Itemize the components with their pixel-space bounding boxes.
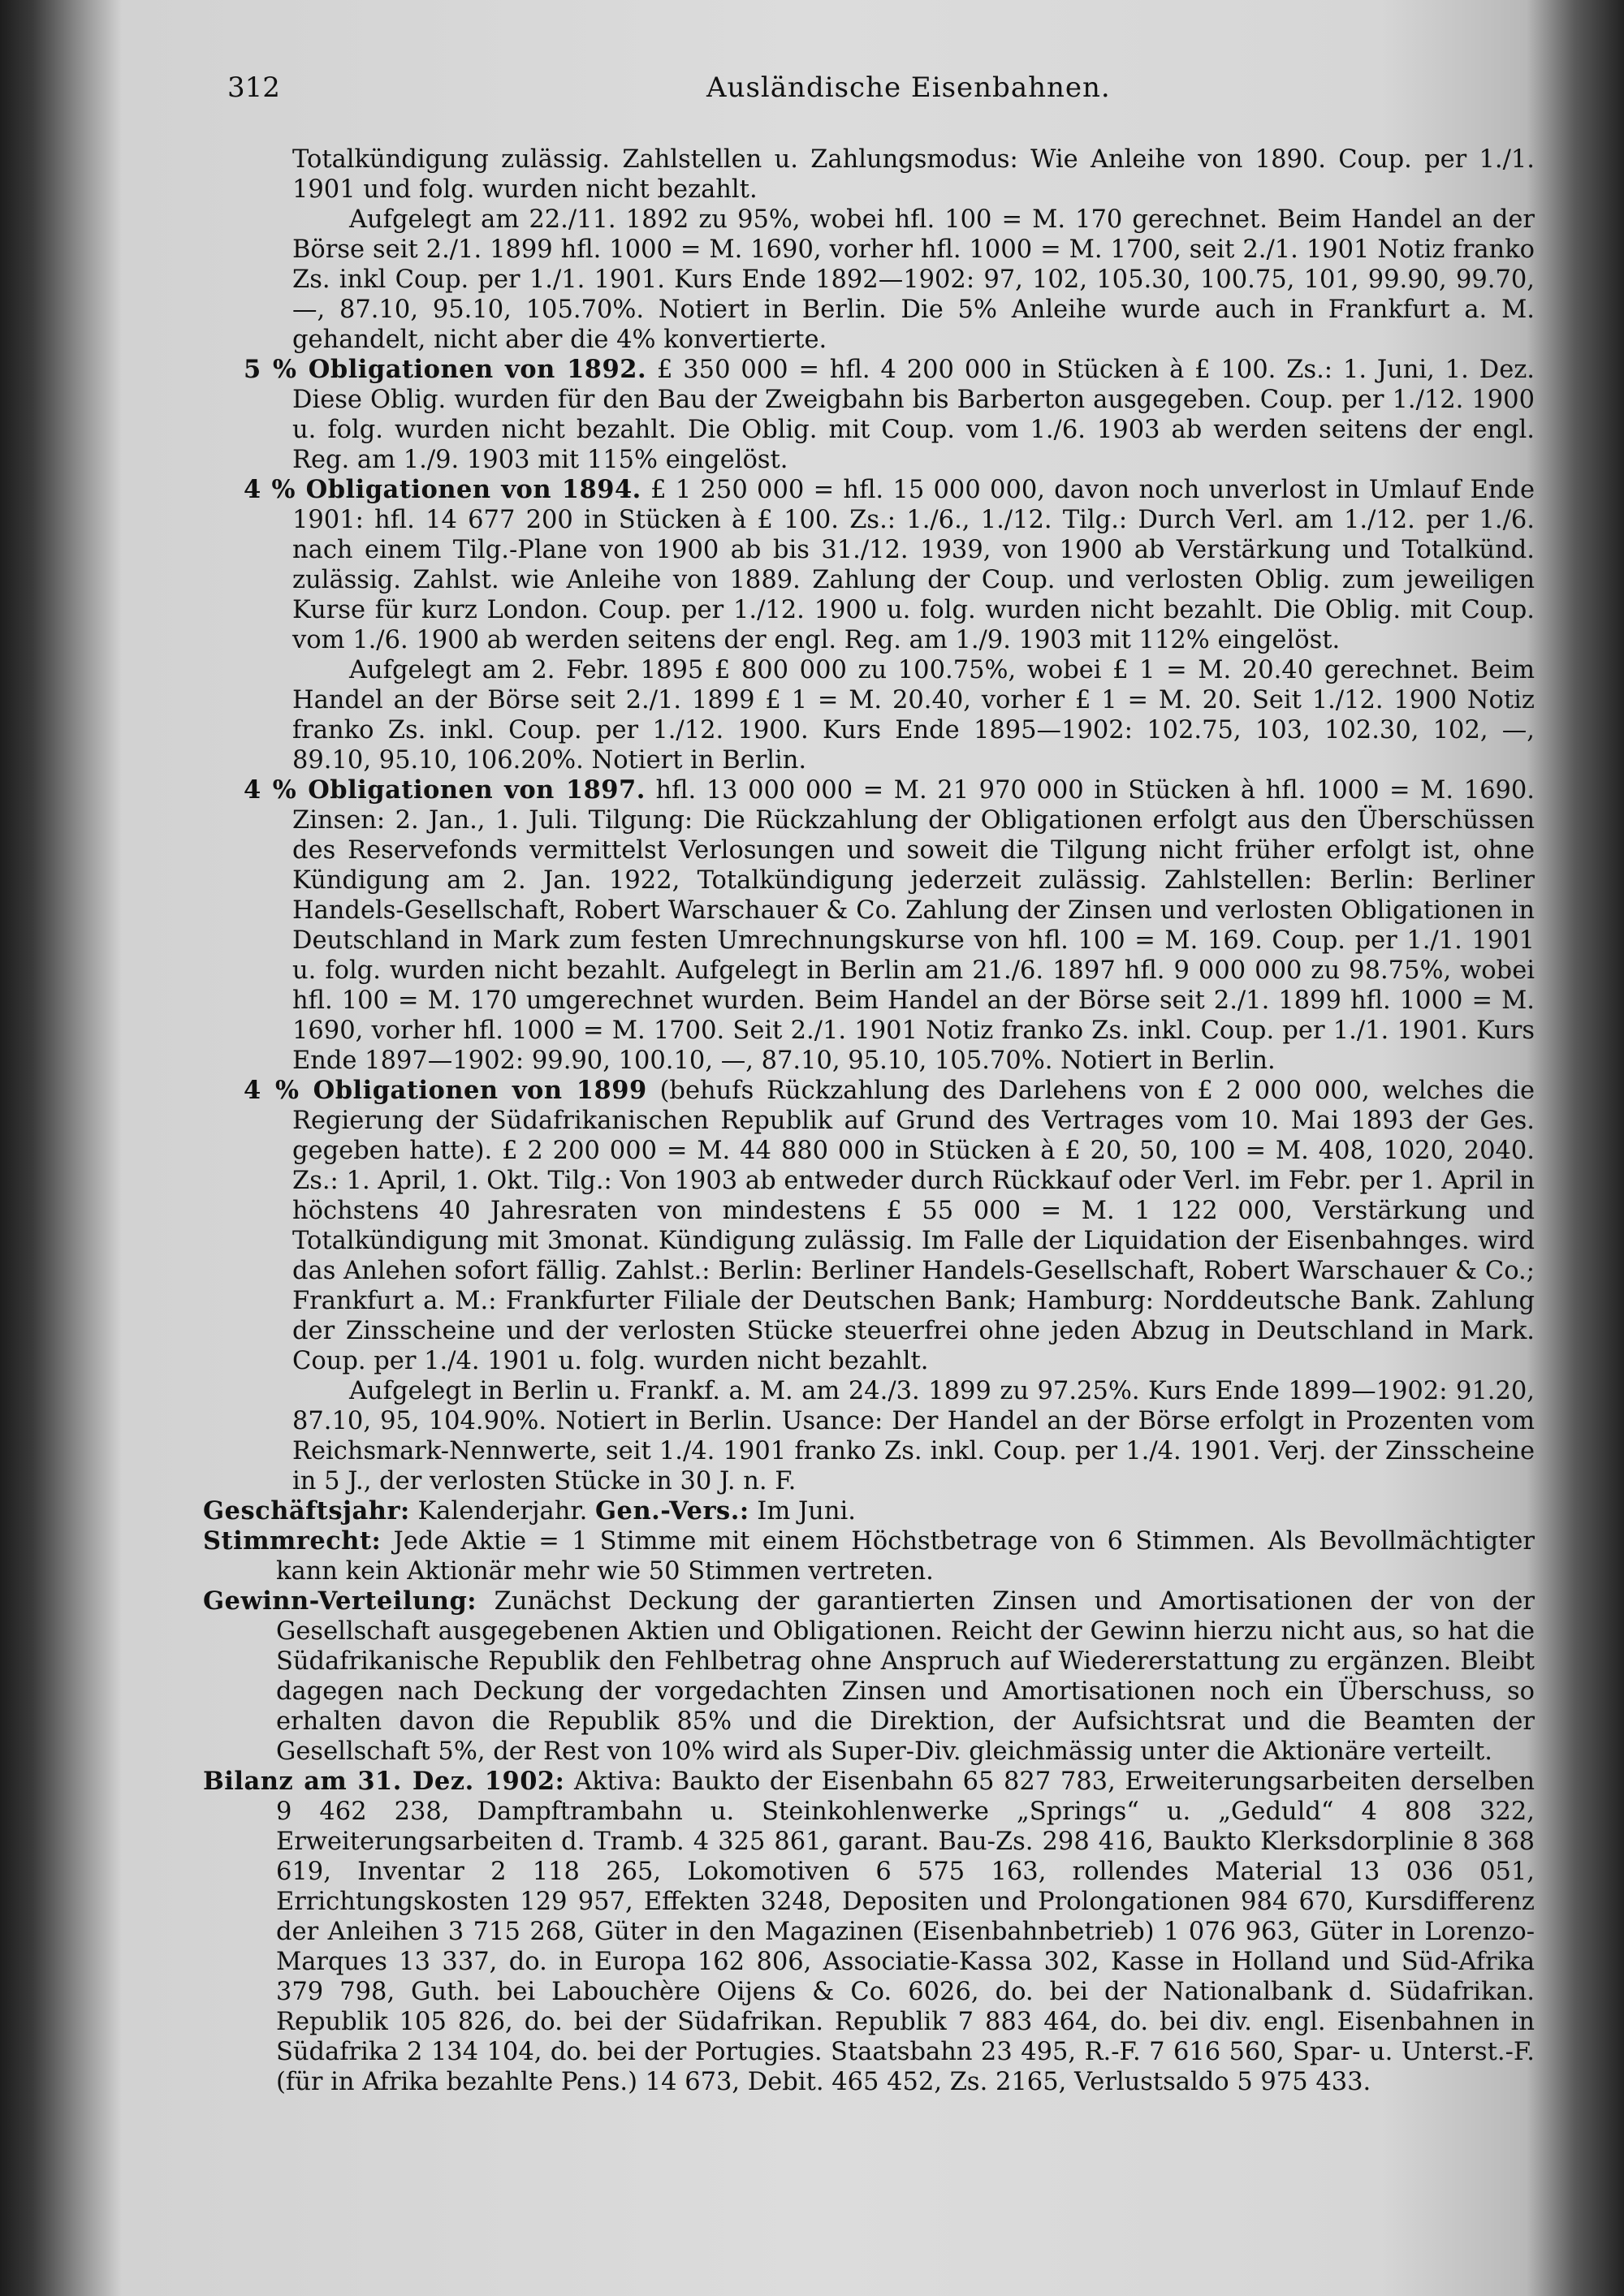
paragraph-aufgelegt-1899: [203, 1376, 1535, 1496]
section-text: Jede Aktie = 1 Stimme mit einem Höchstbetrage von 6 Stimmen. Als Bevollmächtigter kann kein Aktionär mehr wie 50 Stimmen vertreten.: [276, 1527, 1535, 1586]
paragraph-text: Aufgelegt am 22./11. 1892 zu 95%, wobei hfl. 100 = M. 170 gerechnet. Beim Handel an der Börse seit 2./1. 1899 hfl. 1000 = M. 1690, vorher hfl. 1000 = M. 1700, seit 2./1. 1901 Notiz franko Zs. inkl Coup. per 1./1. 1901. Kurs Ende 1892—1902: 97, 102, 105.30, 100.75, 101, 99.90, 99.70, —, 87.10, 95.10, 105.70%. Notiert in Berlin. Die 5% Anleihe wurde auch in Frankfurt a. M. gehandelt, nicht aber die 4% konvertierte.: [292, 205, 1535, 354]
paragraph-aufgelegt-1895: [203, 655, 1535, 775]
entry-heading: 4 % Obligationen von 1899: [244, 1076, 647, 1105]
entry-text: £ 350 000 = hfl. 4 200 000 in Stücken à £ 100. Zs.: 1. Juni, 1. Dez. Diese Oblig. wurden für den Bau der Zweigbahn bis Barberton ausgegeben. Coup. per 1./12. 1900 u. folg. wurden nicht bezahlt. Die Oblig. mit Coup. vom 1./6. 1903 ab werden seitens der engl. Reg. am 1./9. 1903 mit 115% eingelöst.: [292, 356, 1535, 474]
section-geschaeftsjahr: [203, 1496, 1535, 1526]
paragraph-text: Aufgelegt in Berlin u. Frankf. a. M. am 24./3. 1899 zu 97.25%. Kurs Ende 1899—1902: 91.20, 87.10, 95, 104.90%. Notiert in Berlin. Usance: Der Handel an der Börse erfolgt in Prozenten vom Reichsmark-Nennwerte, seit 1./4. 1901 franko Zs. inkl. Coup. per 1./4. 1901. Verj. der Zinsscheine in 5 J., der verlosten Stücke in 30 J. n. F.: [292, 1377, 1535, 1495]
page-header: [203, 65, 1535, 114]
entry-text: £ 1 250 000 = hfl. 15 000 000, davon noch unverlost in Umlauf Ende 1901: hfl. 14 677 200 in Stücken à £ 100. Zs.: 1./6., 1./12. Tilg.: Durch Verl. am 1./12. per 1./6. nach einem Tilg.-Plane von 1900 ab bis 31./12. 1939, von 1900 ab Verstärkung und Totalkünd. zulässig. Zahlst. wie Anleihe von 1889. Zahlung der Coup. und verlosten Oblig. zum jeweiligen Kurse für kurz London. Coup. per 1./12. 1900 u. folg. wurden nicht bezahlt. Die Oblig. mit Coup. vom 1./6. 1900 ab werden seitens der engl. Reg. am 1./9. 1903 mit 112% eingelöst.: [292, 476, 1535, 654]
entry-obligationen-1892: [203, 355, 1535, 475]
section-heading: Gewinn-Verteilung:: [203, 1586, 477, 1616]
section-bilanz: [203, 1767, 1535, 2097]
entry-obligationen-1899: [203, 1076, 1535, 1376]
section-text-gen-vers: Im Juni.: [757, 1497, 856, 1526]
page-number: 312: [227, 71, 280, 104]
section-gewinn-verteilung: [203, 1586, 1535, 1767]
paragraph-1: [203, 145, 1535, 205]
entry-obligationen-1894: [203, 475, 1535, 655]
section-heading: Geschäftsjahr:: [203, 1496, 410, 1526]
entry-heading: 4 % Obligationen von 1894.: [244, 475, 641, 504]
paragraph-text: Totalkündigung zulässig. Zahlstellen u. Zahlungsmodus: Wie Anleihe von 1890. Coup. per 1./1. 1901 und folg. wurden nicht bezahlt.: [292, 145, 1535, 204]
section-heading: Bilanz am 31. Dez. 1902:: [203, 1767, 565, 1796]
running-title: Ausländische Eisenbahnen.: [706, 71, 1111, 104]
entry-obligationen-1897: [203, 775, 1535, 1076]
section-heading: Stimmrecht:: [203, 1526, 382, 1556]
entry-text: hfl. 13 000 000 = M. 21 970 000 in Stücken à hfl. 1000 = M. 1690. Zinsen: 2. Jan., 1. Juli. Tilgung: Die Rückzahlung der Obligationen erfolgt aus den Überschüssen des Reservefonds vermittelst Verlosungen und soweit die Tilgung nicht früher erfolgt ist, ohne Kündigung am 2. Jan. 1922, Totalkündigung jederzeit zulässig. Zahlstellen: Berlin: Berliner Handels-Gesellschaft, Robert Warschauer & Co. Zahlung der Zinsen und verlosten Obligationen in Deutschland in Mark zum festen Umrechnungskurse von hfl. 100 = M. 169. Coup. per 1./1. 1901 u. folg. wurden nicht bezahlt. Aufgelegt in Berlin am 21./6. 1897 hfl. 9 000 000 zu 98.75%, wobei hfl. 100 = M. 170 umgerechnet wurden. Beim Handel an der Börse seit 2./1. 1899 hfl. 1000 = M. 1690, vorher hfl. 1000 = M. 1700. Seit 2./1. 1901 Notiz franko Zs. inkl. Coup. per 1./1. 1901. Kurs Ende 1897—1902: 99.90, 100.10, —, 87.10, 95.10, 105.70%. Notiert in Berlin.: [292, 776, 1535, 1075]
entry-text: (behufs Rückzahlung des Darlehens von £ 2 000 000, welches die Regierung der Südafrikanischen Republik auf Grund des Vertrages vom 10. Mai 1893 der Ges. gegeben hatte). £ 2 200 000 = M. 44 880 000 in Stücken à £ 20, 50, 100 = M. 408, 1020, 2040. Zs.: 1. April, 1. Okt. Tilg.: Von 1903 ab entweder durch Rückkauf oder Verl. im Febr. per 1. April in höchstens 40 Jahresraten von mindestens £ 55 000 = M. 1 122 000, Verstärkung und Totalkündigung mit 3monat. Kündigung zulässig. Im Falle der Liquidation der Eisenbahnges. wird das Anlehen sofort fällig. Zahlst.: Berlin: Berliner Handels-Gesellschaft, Robert Warschauer & Co.; Frankfurt a. M.: Frankfurter Filiale der Deutschen Bank; Hamburg: Norddeutsche Bank. Zahlung der Zinsscheine und der verlosten Stücke steuerfrei ohne jeden Abzug in Deutschland in Mark. Coup. per 1./4. 1901 u. folg. wurden nicht bezahlt.: [292, 1077, 1535, 1375]
document-page: [203, 65, 1535, 2257]
section-stimmrecht: [203, 1526, 1535, 1586]
paragraph-2: [203, 205, 1535, 355]
section-text: Zunächst Deckung der garantierten Zinsen und Amortisationen der von der Gesellschaft ausgegebenen Aktien und Obligationen. Reicht der Gewinn hierzu nicht aus, so hat die Südafrikanische Republik den Fehlbetrag ohne Anspruch auf Wiedererstattung zu ergänzen. Bleibt dagegen nach Deckung der vorgedachten Zinsen und Amortisationen noch ein Überschuss, so erhalten davon die Republik 85% und die Direktion, der Aufsichtsrat und die Beamten der Gesellschaft 5%, der Rest von 10% wird als Super-Div. gleichmässig unter die Aktionäre verteilt.: [276, 1587, 1535, 1766]
paragraph-text: Aufgelegt am 2. Febr. 1895 £ 800 000 zu 100.75%, wobei £ 1 = M. 20.40 gerechnet. Beim Handel an der Börse seit 2./1. 1899 £ 1 = M. 20.40, vorher £ 1 = M. 20. Seit 1./12. 1900 Notiz franko Zs. inkl. Coup. per 1./12. 1900. Kurs Ende 1895—1902: 102.75, 103, 102.30, 102, —, 89.10, 95.10, 106.20%. Notiert in Berlin.: [292, 656, 1535, 775]
section-heading-gen-vers: Gen.-Vers.:: [595, 1496, 749, 1526]
section-text: Kalenderjahr.: [417, 1497, 588, 1526]
section-text: Aktiva: Baukto der Eisenbahn 65 827 783, Erweiterungsarbeiten derselben 9 462 238, Dampftrambahn u. Steinkohlenwerke „Springs“ u. „Geduld“ 4 808 322, Erweiterungsarbeiten d. Tramb. 4 325 861, garant. Bau-Zs. 298 416, Baukto Klerksdorplinie 8 368 619, Inventar 2 118 265, Lokomotiven 6 575 163, rollendes Material 13 036 051, Errichtungskosten 129 957, Effekten 3248, Depositen und Prolongationen 984 670, Kursdifferenz der Anleihen 3 715 268, Güter in den Magazinen (Eisenbahnbetrieb) 1 076 963, Güter in Lorenzo-Marques 13 337, do. in Europa 162 806, Associatie-Kassa 302, Kasse in Holland und Süd-Afrika 379 798, Guth. bei Labouchère Oijens & Co. 6026, do. bei der Nationalbank d. Südafrikan. Republik 105 826, do. bei der Südafrikan. Republik 7 883 464, do. bei div. engl. Eisenbahnen in Südafrika 2 134 104, do. bei der Portugies. Staatsbahn 23 495, R.-F. 7 616 560, Spar- u. Unterst.-F. (für in Afrika bezahlte Pens.) 14 673, Debit. 465 452, Zs. 2165, Verlustsaldo 5 975 433.: [276, 1767, 1535, 2096]
entry-heading: 5 % Obligationen von 1892.: [244, 355, 647, 384]
entry-heading: 4 % Obligationen von 1897.: [244, 775, 646, 805]
page-body: [203, 145, 1535, 2097]
